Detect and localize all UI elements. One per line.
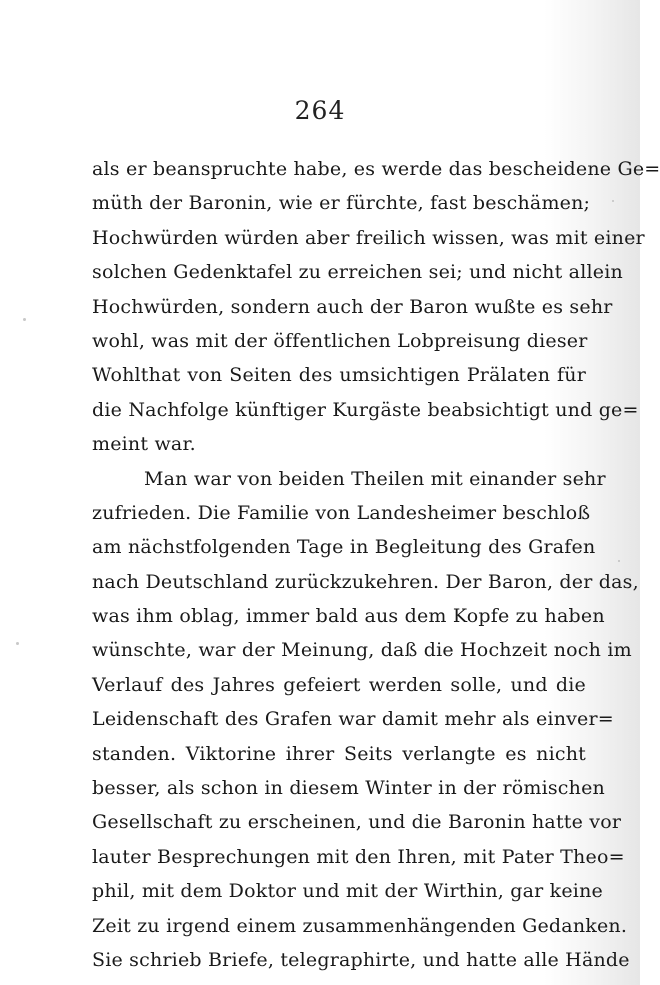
text-line: Verlauf des Jahres gefeiert werden solle, und die [92, 673, 586, 696]
text-line: Sie schrieb Briefe, telegraphirte, und hatte alle Hände [92, 948, 630, 971]
text-line: Hochwürden würden aber freilich wissen, was mit einer [92, 226, 645, 249]
ink-speck [16, 642, 19, 645]
text-line: müth der Baronin, wie er fürchte, fast beschämen; [92, 192, 591, 215]
page-number: 264 [294, 96, 346, 125]
text-line: nach Deutschland zurückzukehren. Der Baron, der das, [92, 570, 639, 593]
text-line: Zeit zu irgend einem zusammenhängenden Gedanken. [92, 914, 628, 937]
text-line: zufrieden. Die Familie von Landesheimer beschloß [92, 501, 591, 524]
text-line: phil, mit dem Doktor und mit der Wirthin, gar keine [92, 880, 603, 903]
text-line: wünschte, war der Meinung, daß die Hochzeit noch im [92, 639, 632, 662]
text-line: standen. Viktorine ihrer Seits verlangte es nicht [92, 742, 586, 765]
text-line: Leidenschaft des Grafen war damit mehr als einver= [92, 708, 614, 731]
ink-speck [618, 560, 620, 562]
text-line: Wohlthat von Seiten des umsichtigen Prälaten für [92, 364, 586, 387]
text-line: meint war. [92, 433, 196, 456]
text-line: Gesellschaft zu erscheinen, und die Baronin hatte vor [92, 811, 622, 834]
text-line: Hochwürden, sondern auch der Baron wußte es sehr [92, 295, 613, 318]
ink-speck [23, 318, 26, 321]
text-line: am nächstfolgenden Tage in Begleitung des Grafen [92, 536, 596, 559]
body-text [92, 152, 660, 977]
text-line: die Nachfolge künftiger Kurgäste beabsichtigt und ge= [92, 398, 639, 421]
text-line: solchen Gedenktafel zu erreichen sei; und nicht allein [92, 261, 623, 284]
text-line: was ihm oblag, immer bald aus dem Kopfe zu haben [92, 605, 605, 628]
text-line: besser, als schon in diesem Winter in der römischen [92, 777, 605, 800]
text-line: lauter Besprechungen mit den Ihren, mit Pater Theo= [92, 845, 625, 868]
ink-speck [612, 200, 614, 202]
paragraph-first-line: Man war von beiden Theilen mit einander sehr [144, 467, 606, 490]
text-line: wohl, was mit der öffentlichen Lobpreisung dieser [92, 329, 588, 352]
text-line: als er beanspruchte habe, es werde das bescheidene Ge= [92, 158, 660, 180]
